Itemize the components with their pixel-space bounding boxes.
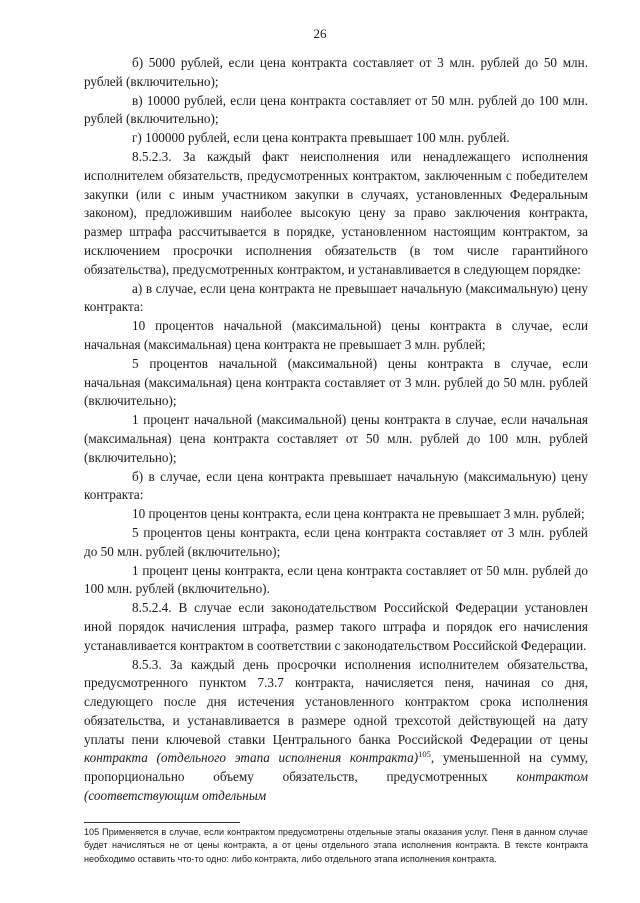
- paragraph: 5 процентов цены контракта, если цена контракта составляет от 3 млн. рублей до 50 млн. рублей (включительно);: [84, 524, 588, 559]
- italic-text: контрактом (соответствующим отдельным: [84, 769, 588, 804]
- paragraph-text: 8.5.3. За каждый день просрочки исполнения исполнителем обязательства, предусмотренного пунктом 7.3.7 контракта, начисляется пеня, начиная со дня, следующего после дня истечения установленного контрактом срока исполнения обязательства, и устанавливается в размере одной трехсотой действующей на дату уплаты пени ключевой ставки Центрального банка Российской Федерации от цены: [84, 656, 588, 747]
- paragraph: г) 100000 рублей, если цена контракта превышает 100 млн. рублей.: [132, 130, 510, 146]
- paragraph: 8.5.2.4. В случае если законодательством Российской Федерации установлен иной порядок начисления штрафа, размер такого штрафа и порядок его начисления устанавливается контрактом в соответствии с законодательством Российской Федерации.: [84, 600, 588, 653]
- paragraph: 1 процент цены контракта, если цена контракта составляет от 50 млн. рублей до 100 млн. рублей (включительно).: [84, 562, 588, 597]
- paragraph: 8.5.2.3. За каждый факт неисполнения или ненадлежащего исполнения исполнителем обязательств, предусмотренных контрактом, заключенным с победителем закупки (или с иным участником закупки в случаях, установленных Федеральным законом), предложившим наиболее высокую цену за право заключения контракта, размер штрафа рассчитывается в порядке, установленном настоящим контрактом, за исключением просрочки исполнения обязательств (в том числе гарантийного обязательства), предусмотренных контрактом, и устанавливается в следующем порядке:: [84, 148, 588, 277]
- footnote-text: 105 Применяется в случае, если контрактом предусмотрены отдельные этапы оказания услуг. Пеня в данном случае будет начисляться не от цены контракта, а от цены отдельного этапа исполнения контракта. В тексте контракта необходимо оставить что-то одно: либо контракта, либо отдельного этапа исполнения контракта.: [84, 827, 588, 864]
- footnote-divider: [84, 822, 240, 823]
- paragraph-8-5-3: [84, 656, 588, 806]
- italic-text: контракта (отдельного этапа исполнения контракта): [84, 750, 419, 766]
- footnote: [84, 826, 588, 866]
- paragraph: а) в случае, если цена контракта не превышает начальную (максимальную) цену контракта:: [84, 280, 588, 315]
- paragraph: 10 процентов начальной (максимальной) цены контракта в случае, если начальная (максимальная) цена контракта не превышает 3 млн. рублей;: [84, 318, 588, 352]
- document-body: [84, 54, 588, 806]
- paragraph-text: , уменьшенной на сумму, пропорционально объему обязательств, предусмотренных: [84, 750, 589, 785]
- paragraph: 5 процентов начальной (максимальной) цены контракта в случае, если начальная (максимальная) цена контракта составляет от 3 млн. рублей до 50 млн. рублей (включительно);: [84, 355, 588, 409]
- footnote-reference[interactable]: 105: [418, 749, 431, 760]
- paragraph: 1 процент начальной (максимальной) цены контракта в случае, если начальная (максимальная) цена контракта составляет от 50 млн. рублей до 100 млн. рублей (включительно);: [84, 412, 588, 465]
- paragraph: б) в случае, если цена контракта превышает начальную (максимальную) цену контракта:: [84, 468, 588, 503]
- paragraph: в) 10000 рублей, если цена контракта составляет от 50 млн. рублей до 100 млн. рублей (включительно);: [84, 92, 588, 127]
- paragraph: 10 процентов цены контракта, если цена контракта не превышает 3 млн. рублей;: [132, 506, 585, 522]
- paragraph: б) 5000 рублей, если цена контракта составляет от 3 млн. рублей до 50 млн. рублей (включительно);: [84, 55, 588, 89]
- page-number: 26: [313, 26, 327, 41]
